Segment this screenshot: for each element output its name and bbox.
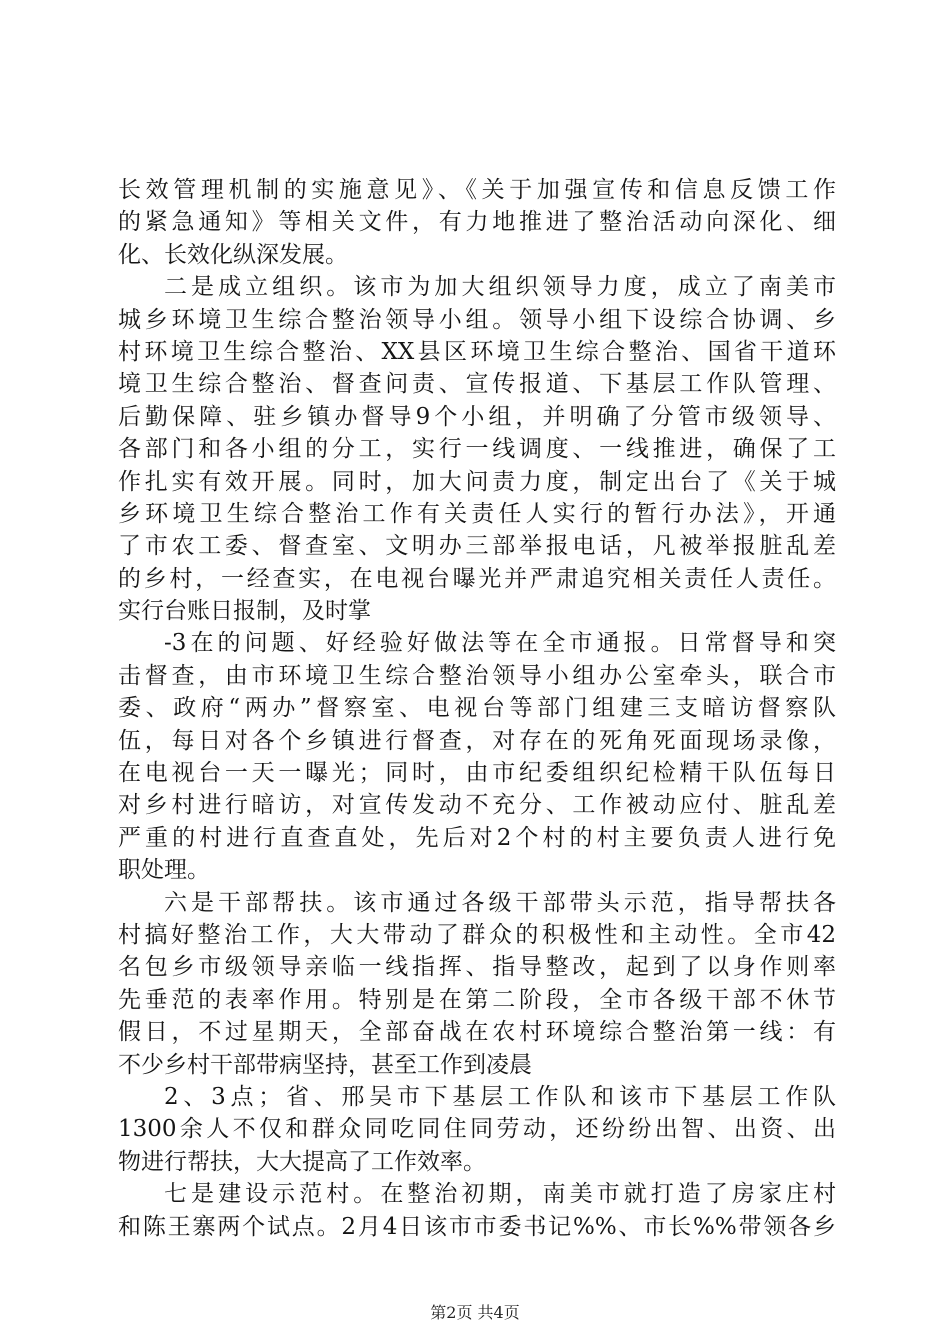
- text-line: 城乡环境卫生综合整治领导小组。领导小组下设综合协调、乡: [118, 306, 836, 333]
- text-line: 境卫生综合整治、督查问责、宣传报道、下基层工作队管理、: [118, 371, 836, 398]
- text-line: 了市农工委、督查室、文明办三部举报电话，凡被举报脏乱差: [118, 533, 836, 560]
- text-line: 名包乡市级领导亲临一线指挥、指导整改，起到了以身作则率: [118, 954, 836, 981]
- document-body: [118, 174, 836, 1243]
- text-line: 的乡村，一经查实，在电视台曝光并严肃追究相关责任人责任。: [118, 565, 836, 592]
- text-line: 委、政府“两办”督察室、电视台等部门组建三支暗访督察队: [118, 695, 836, 722]
- text-line: 在电视台一天一曝光；同时，由市纪委组织纪检精干队伍每日: [118, 760, 836, 787]
- text-line: 击督查，由市环境卫生综合整治领导小组办公室牵头，联合市: [118, 662, 836, 689]
- text-line: 物进行帮扶，大大提高了工作效率。: [118, 1148, 486, 1175]
- text-line: -3在的问题、好经验好做法等在全市通报。日常督导和突: [164, 630, 836, 657]
- text-line: 各部门和各小组的分工，实行一线调度、一线推进，确保了工: [118, 436, 836, 463]
- page-footer: 第2页 共4页: [430, 1303, 520, 1322]
- text-line: 1300余人不仅和群众同吃同住同劳动，还纷纷出智、出资、出: [118, 1116, 836, 1143]
- text-line: 先垂范的表率作用。特别是在第二阶段，全市各级干部不休节: [118, 986, 836, 1013]
- text-line: 乡环境卫生综合整治工作有关责任人实行的暂行办法》，开通: [118, 500, 836, 527]
- text-line: 村环境卫生综合整治、XX县区环境卫生综合整治、国省干道环: [118, 338, 836, 365]
- text-line: 七是建设示范村。在整治初期，南美市就打造了房家庄村: [164, 1181, 836, 1208]
- text-line: 职处理。: [118, 857, 210, 884]
- text-line: 的紧急通知》等相关文件，有力地推进了整治活动向深化、细: [118, 209, 836, 236]
- text-line: 2、3点；省、邢吴市下基层工作队和该市下基层工作队: [164, 1083, 836, 1110]
- text-line: 作扎实有效开展。同时，加大问责力度，制定出台了《关于城: [118, 468, 836, 495]
- text-line: 严重的村进行直查直处，先后对2个村的村主要负责人进行免: [118, 824, 836, 851]
- text-line: 不少乡村干部带病坚持，甚至工作到凌晨: [118, 1051, 532, 1078]
- text-line: 对乡村进行暗访，对宣传发动不充分、工作被动应付、脏乱差: [118, 792, 836, 819]
- text-line: 村搞好整治工作，大大带动了群众的积极性和主动性。全市42: [118, 921, 836, 948]
- text-line: 假日，不过星期天，全部奋战在农村环境综合整治第一线：有: [118, 1019, 836, 1046]
- text-line: 和陈王寨两个试点。2月4日该市市委书记%%、市长%%带领各乡: [118, 1213, 836, 1240]
- text-line: 后勤保障、驻乡镇办督导9个小组，并明确了分管市级领导、: [118, 403, 836, 430]
- text-line: 实行台账日报制，及时掌: [118, 598, 371, 625]
- text-line: 六是干部帮扶。该市通过各级干部带头示范，指导帮扶各: [164, 889, 836, 916]
- text-line: 伍，每日对各个乡镇进行督查，对存在的死角死面现场录像，: [118, 727, 836, 754]
- text-line: 化、长效化纵深发展。: [118, 241, 348, 268]
- text-line: 长效管理机制的实施意见》、《关于加强宣传和信息反馈工作: [118, 177, 836, 203]
- text-line: 二是成立组织。该市为加大组织领导力度，成立了南美市: [164, 274, 836, 301]
